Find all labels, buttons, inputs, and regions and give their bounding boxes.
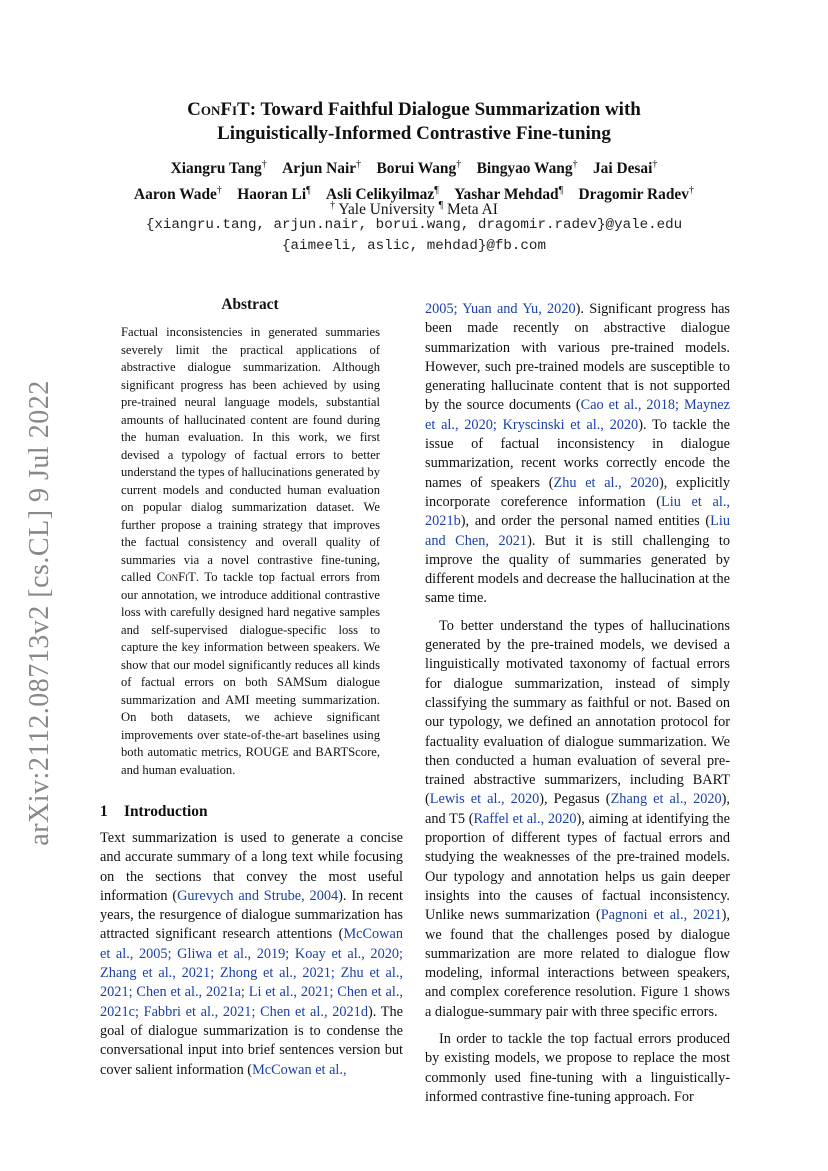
citation-link[interactable]: Liu and Chen, 2021 — [425, 513, 730, 549]
author-name: Yashar Mehdad — [454, 186, 559, 204]
body-text: ), and order the personal named entities ( — [460, 513, 711, 530]
body-text: ), explicitly incorporate coreference information ( — [425, 474, 730, 510]
email-yale: {xiangru.tang, arjun.nair, borui.wang, dragomir.radev}@yale.edu — [145, 217, 683, 233]
intro-paragraph-1-cont — [425, 300, 730, 609]
intro-paragraph-1 — [100, 829, 403, 1080]
author-name: Xiangru Tang — [170, 160, 262, 178]
body-text: ). But it is still challenging to improve the quality of summaries generated by different models and decrease the hallucination at the same time. — [425, 532, 731, 607]
paper-title — [0, 98, 828, 146]
author-affil-mark: † — [688, 185, 694, 197]
citation-link[interactable]: Cao et al., 2018; Maynez et al., 2020; Kryscinski et al., 2020 — [425, 397, 730, 433]
author-affil-mark: ¶ — [306, 185, 311, 197]
intro-paragraph-3: In order to tackle the top factual errors produced by existing models, we propose to replace the most commonly used fine-tuning with a linguistically-informed contrastive fine-tuning approach. For — [425, 1030, 730, 1105]
author-affil-mark: † — [261, 159, 267, 170]
body-text: ). To tackle the issue of factual inconsistency in dialogue summarization, recent works correctly encode the names of speakers ( — [425, 416, 730, 491]
title-line2: Linguistically-Informed Contrastive Fine-tuning — [217, 123, 611, 144]
left-column-text — [100, 829, 403, 1080]
title-confit: ConFiT — [187, 99, 250, 120]
email-fb: {aimeeli, aslic, mehdad}@fb.com — [282, 238, 546, 254]
body-text: Text summarization is used to generate a concise and accurate summary of a long text while focusing on the sections that convey the most useful information ( — [100, 830, 403, 904]
arxiv-stamp: arXiv:2112.08713v2 [cs.CL] 9 Jul 2022 — [24, 380, 55, 846]
author-affil-mark: † — [216, 185, 222, 197]
affil-meta: Meta AI — [447, 201, 498, 219]
citation-link[interactable]: Zhu et al., 2020 — [553, 474, 659, 491]
citation-link[interactable]: McCowan et al., 2005; Gliwa et al., 2019; Koay et al., 2020; Zhang et al., 2021; Zhong et al., 2021; Zhu et al., 2021; Chen et al., 2021a; Li et al., 2021; Chen et al., 2021c; Fabbri et al., 2021; Chen et al., 2021d — [100, 926, 403, 1020]
body-text: ). In recent years, the resurgence of dialogue summarization has attracted significant research attentions ( — [100, 887, 404, 943]
citation-link[interactable]: Liu et al., 2021b — [425, 493, 730, 530]
body-text: ), and T5 ( — [425, 791, 731, 827]
author-name: Haoran Li — [237, 186, 307, 204]
body-text: ). Significant progress has been made recently on abstractive dialogue summarization with various pre-trained models. However, such pre-trained models are susceptible to generating hallucinate content that is not supported by the source documents ( — [425, 301, 730, 414]
author-affil-mark: ¶ — [558, 185, 564, 197]
abstract-confit: ConFiT — [156, 570, 196, 584]
citation-link[interactable]: Zhang et al., 2020 — [610, 791, 722, 808]
body-text: ). The goal of dialogue summarization is to condense the conversational input into brief sentences version but cover salient information ( — [100, 1003, 403, 1078]
author-name: Arjun Nair — [282, 160, 357, 178]
author-name: Jai Desai — [592, 160, 653, 178]
citation-link[interactable]: Raffel et al., 2020 — [473, 810, 577, 827]
citation-link[interactable]: Gurevych and Strube, 2004 — [177, 887, 339, 904]
affil-mark-yale: † — [330, 200, 336, 211]
affil-yale: Yale University — [338, 201, 435, 219]
author-affil-mark: ¶ — [434, 185, 439, 197]
body-text: ), aiming at identifying the proportion of different types of factual errors and studying the weaknesses of the pre-trained models. Our typology and annotation helps us gain deeper insights into the causes of factual inconsistency. Unlike news summarization ( — [425, 810, 730, 924]
intro-paragraph-2 — [425, 617, 730, 1022]
author-name: Dragomir Radev — [578, 186, 689, 204]
citation-link[interactable]: 2005; Yuan and Yu, 2020 — [425, 301, 576, 317]
author-affil-mark: † — [652, 159, 658, 170]
citation-link[interactable]: Lewis et al., 2020 — [429, 791, 540, 808]
author-affil-mark: † — [356, 159, 362, 170]
author-affil-mark: † — [456, 159, 462, 170]
email-block — [0, 215, 828, 257]
section-heading: 1 Introduction — [100, 803, 208, 820]
author-name: Asli Celikyilmaz — [326, 186, 435, 204]
author-affil-mark: † — [572, 159, 578, 170]
abstract-text: Factual inconsistencies in generated summaries severely limit the practical applications of abstractive dialogue summarization. Although significant progress has been achieved by using pre-trained neural language models, substantial amounts of hallucinated content are found during the human evaluation. In this work, we first devised a typology of factual errors to better understand the types of hallucinations generated by current models and conducted human evaluation on popular dialog summarization dataset. We further propose a training strategy that improves the factual consistency and overall quality of summaries via a novel contrastive fine-tuning, called ConFiT. To tackle top factual errors from our annotation, we introduce additional contrastive loss with carefully designed hard negative samples and self-supervised dialogue-specific loss to capture the key information between speakers. We show that our model significantly reduces all kinds of factual errors on both SAMSum dialogue summarization and AMI meeting summarization. On both datasets, we achieve significant improvements over state-of-the-art baselines using both automatic metrics, ROUGE and BARTScore, and human evaluation. — [121, 325, 380, 777]
body-text: To better understand the types of hallucinations generated by the pre-trained models, we devised a linguistically motivated taxonomy of factual errors for dialogue summarization, instead of simply classifying the summary as faithful or not. Based on our typology, we defined an annotation protocol for factuality evaluation of dialogue summarization. We then conducted a human evaluation of several pre-trained abstractive summarizers, including BART ( — [425, 617, 730, 808]
right-column-text — [425, 300, 730, 1107]
citation-link[interactable]: McCowan et al., — [252, 1061, 347, 1078]
body-text: ), we found that the challenges posed by dialogue summarization are more related to dialogue flow modeling, informal interactions between speakers, and complex coreference resolution. Figure 1 shows a dialogue-summary pair with three specific errors. — [425, 907, 730, 1020]
body-text: ), Pegasus ( — [539, 791, 611, 808]
authors-row-1 — [0, 154, 828, 180]
citation-link[interactable]: Pagnoni et al., 2021 — [600, 907, 722, 924]
affil-mark-meta: ¶ — [438, 200, 444, 211]
abstract-heading: Abstract — [221, 296, 279, 313]
title-line1: : Toward Faithful Dialogue Summarization with — [249, 99, 641, 120]
author-name: Aaron Wade — [134, 186, 217, 204]
author-name: Bingyao Wang — [476, 160, 573, 178]
author-name: Borui Wang — [376, 160, 457, 178]
